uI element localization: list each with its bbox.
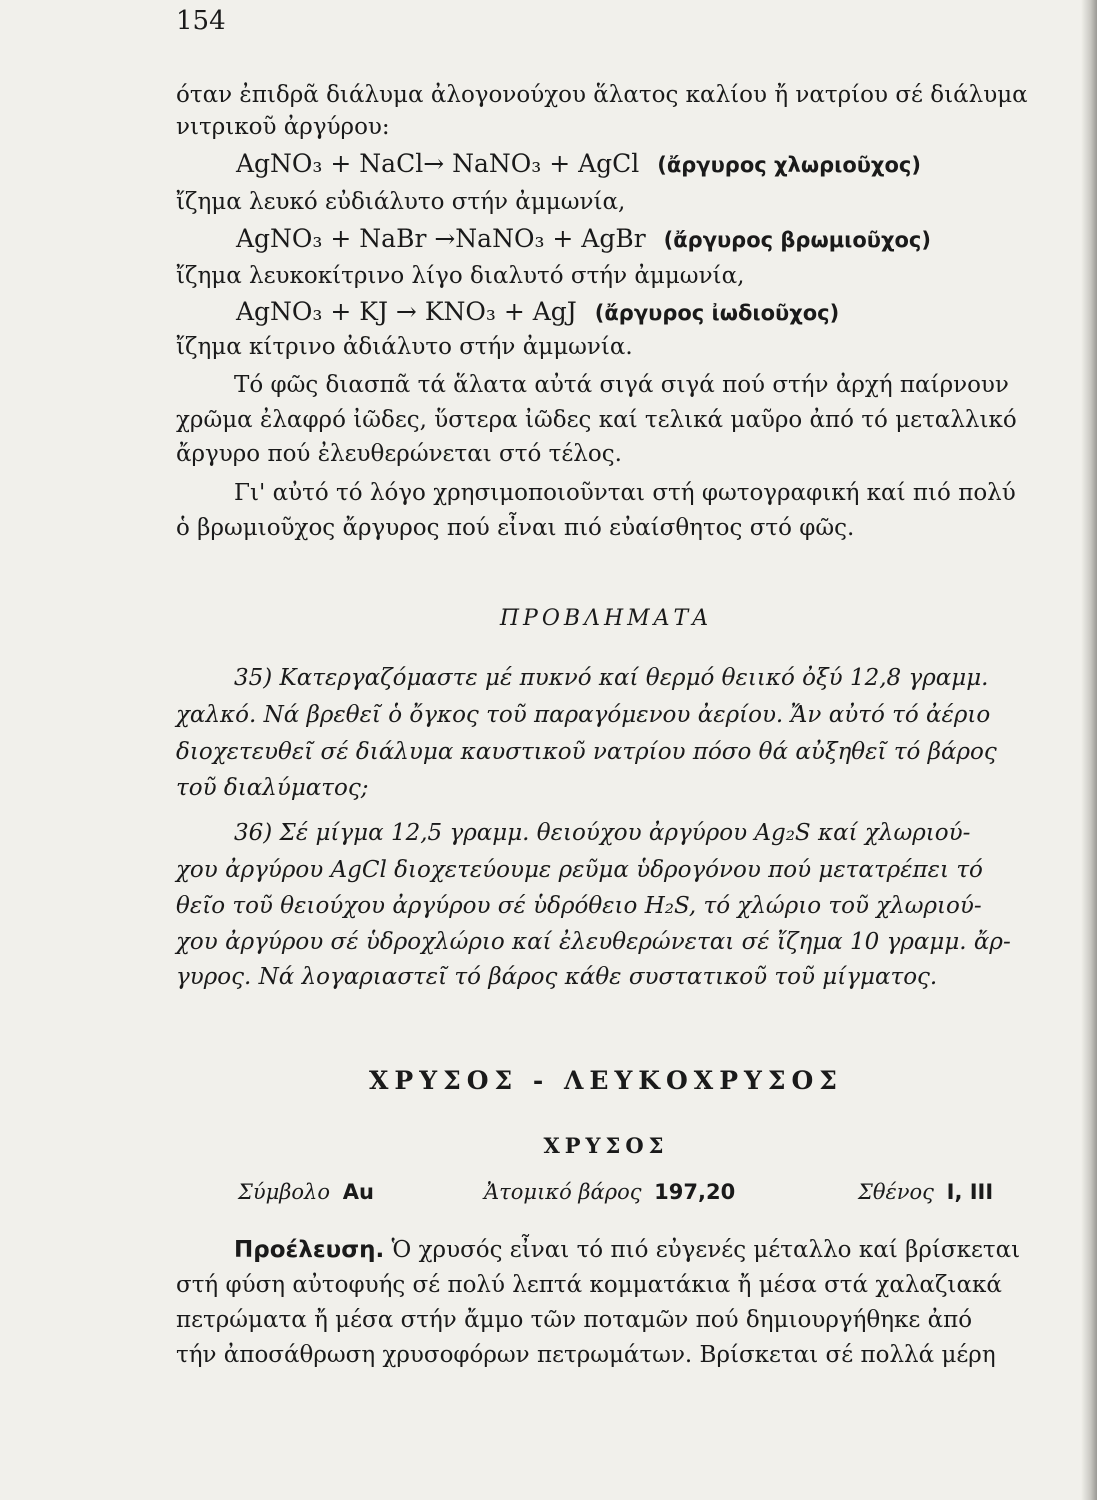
origin-line-1 (234, 1235, 1020, 1265)
problem-35-line: χαλκό. Νά βρεθεῖ ὁ ὄγκος τοῦ παραγόμενου ἀερίου. Ἄν αὐτό τό ἀέριο (176, 702, 991, 728)
origin-line: τήν ἀποσάθρωση χρυσοφόρων πετρωμάτων. Βρίσκεται σέ πολλά μέρη (176, 1342, 996, 1368)
paragraph-line: ὁ βρωμιοῦχος ἄργυρος πού εἶναι πιό εὐαίσθητος στό φῶς. (176, 515, 855, 541)
valence-label: Σθένος (858, 1180, 934, 1204)
problem-36-line: γυρος. Νά λογαριαστεῖ τό βάρος κάθε συστατικοῦ τοῦ μίγματος. (176, 964, 938, 990)
reaction-agcl (236, 149, 921, 180)
intro-line-1: όταν ἐπιδρᾶ διάλυμα ἀλογονούχου ἅλατος καλίου ἤ νατρίου σέ διάλυμα (176, 82, 1028, 108)
intro-line-2: νιτρικοῦ ἀργύρου: (176, 114, 390, 140)
reaction-product-name: (ἄργυρος ἰωδιοῦχος) (594, 301, 840, 325)
reaction-agbr (236, 224, 931, 255)
atomic-weight-label: Ἀτομικό βάρος (484, 1180, 642, 1204)
paragraph-line: Γι' αὐτό τό λόγο χρησιμοποιοῦνται στή φωτογραφική καί πιό πολύ (234, 480, 1016, 506)
problem-36-line: χου ἀργύρου σέ ὑδροχλώριο καί ἐλευθερώνεται σέ ἴζημα 10 γραμμ. ἄρ- (176, 929, 1011, 955)
origin-line: στή φύση αὐτοφυής σέ πολύ λεπτά κομματάκια ἤ μέσα στά χαλαζιακά (176, 1272, 1002, 1298)
problem-36-line: 36) Σέ μίγμα 12,5 γραμμ. θειούχου ἀργύρου Ag₂S καί χλωριού- (234, 820, 971, 846)
reaction-equation: AgNO₃ + KJ → KNO₃ + AgJ (236, 297, 577, 326)
paragraph-line: χρῶμα ἐλαφρό ἰῶδες, ὕστερα ἰῶδες καί τελικά μαῦρο ἀπό τό μεταλλικό (176, 407, 1017, 433)
page-binding-shadow (1081, 0, 1097, 1500)
origin-lead: Προέλευση. (234, 1237, 385, 1263)
element-valence (858, 1180, 993, 1204)
reaction-note: ἴζημα λευκό εὐδιάλυτο στήν ἀμμωνία, (176, 189, 626, 215)
problem-36-line: χου ἀργύρου AgCl διοχετεύουμε ρεῦμα ὑδρογόνου πού μετατρέπει τό (176, 857, 983, 883)
paragraph-line: ἄργυρο πού ἐλευθερώνεται στό τέλος. (176, 441, 622, 467)
reaction-note: ἴζημα λευκοκίτρινο λίγο διαλυτό στήν ἀμμωνία, (176, 263, 745, 289)
valence-value: I, III (946, 1180, 994, 1204)
paragraph-line: Τό φῶς διασπᾶ τά ἅλατα αὐτά σιγά σιγά πού στήν ἀρχή παίρνουν (234, 372, 1009, 398)
element-symbol (238, 1180, 374, 1204)
section-title: ΧΡΥΣΟΣ - ΛΕΥΚΟΧΡΥΣΟΣ (369, 1066, 843, 1095)
page-number: 154 (176, 6, 226, 36)
atomic-weight-value: 197,20 (654, 1180, 736, 1204)
reaction-equation: AgNO₃ + NaBr →NaNO₃ + AgBr (236, 224, 646, 253)
symbol-value: Au (342, 1180, 374, 1204)
problems-heading: ΠΡΟΒΛΗΜΑΤΑ (499, 606, 713, 631)
problem-35-line: διοχετευθεῖ σέ διάλυμα καυστικοῦ νατρίου πόσο θά αὐξηθεῖ τό βάρος (176, 739, 997, 765)
reaction-note: ἴζημα κίτρινο ἀδιάλυτο στήν ἀμμωνία. (176, 334, 633, 360)
problem-35-line: τοῦ διαλύματος; (176, 775, 369, 801)
reaction-agj (236, 297, 839, 328)
reaction-equation: AgNO₃ + NaCl→ NaNO₃ + AgCl (236, 149, 640, 178)
subsection-title: ΧΡΥΣΟΣ (543, 1133, 669, 1158)
origin-line: πετρώματα ἤ μέσα στήν ἄμμο τῶν ποταμῶν πού δημιουργήθηκε ἀπό (176, 1307, 973, 1333)
problem-36-line: θεῖο τοῦ θειούχου ἀργύρου σέ ὑδρόθειο H₂S, τό χλώριο τοῦ χλωριού- (176, 893, 982, 919)
problem-35-line: 35) Κατεργαζόμαστε μέ πυκνό καί θερμό θειικό ὀξύ 12,8 γραμμ. (234, 665, 989, 691)
element-atomic-weight (484, 1180, 735, 1204)
origin-line-1-rest: Ὁ χρυσός εἶναι τό πιό εὐγενές μέταλλο καί βρίσκεται (384, 1237, 1021, 1263)
reaction-product-name: (ἄργυρος βρωμιοῦχος) (663, 228, 931, 252)
reaction-product-name: (ἄργυρος χλωριοῦχος) (657, 153, 921, 177)
symbol-label: Σύμβολο (238, 1180, 330, 1204)
